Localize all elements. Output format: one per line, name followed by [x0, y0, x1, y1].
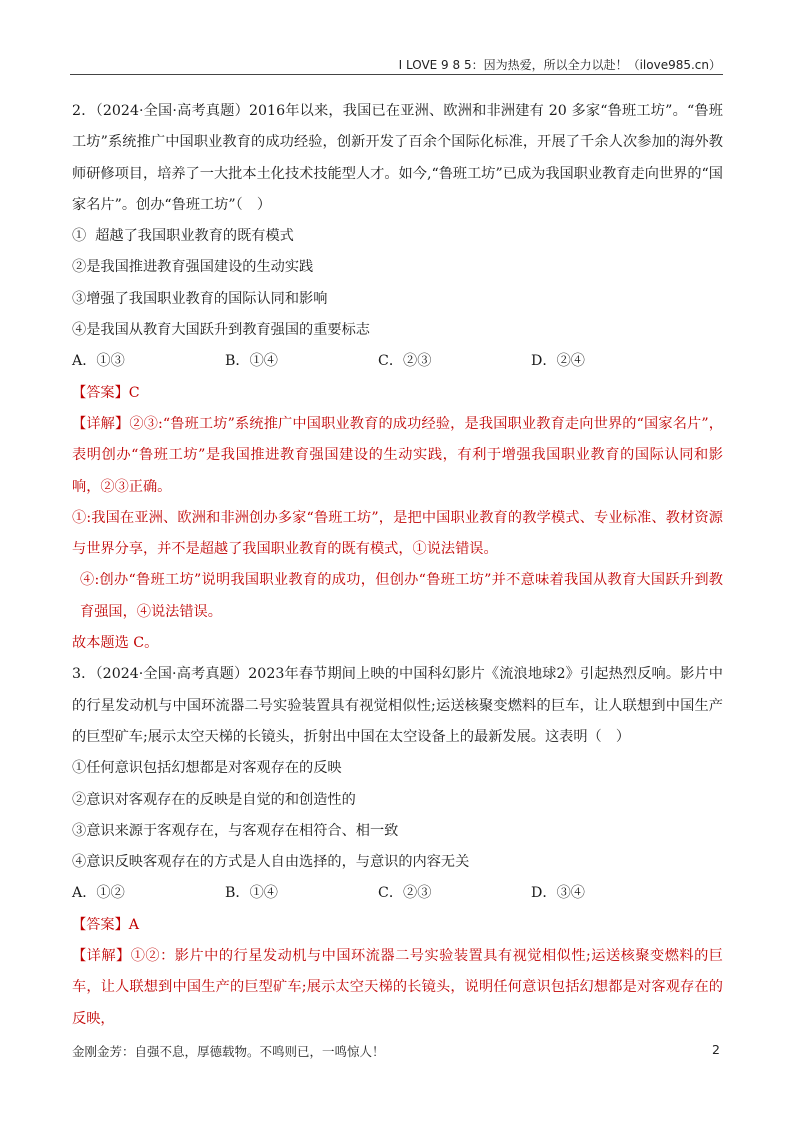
choice-c: C．②③ — [378, 885, 432, 902]
question-3-option-1: ①任何意识包括幻想都是对客观存在的反映 — [72, 760, 342, 777]
question-3-option-2: ②意识对客观存在的反映是自觉的和创造性的 — [72, 791, 356, 808]
question-3-answer: 【答案】A — [72, 916, 139, 933]
question-3-stem: 3．（2024·全国·高考真题）2023年春节期间上映的中国科幻影片《流浪地球2》引起热烈反响。影片中的行星发动机与中国环流器二号实验装置具有视觉相似性;运送核聚变燃料的巨车，让人联想到中国生产的巨型矿车;展示太空天梯的长镜头，折射出中国在太空设备上的最新发展。这表明（ ） — [72, 666, 723, 745]
choice-a: A．①③ — [72, 353, 125, 370]
question-2-answer: 【答案】C — [72, 384, 140, 401]
question-3-choices — [72, 878, 723, 909]
question-2-option-4: ④是我国从教育大国跃升到教育强国的重要标志 — [72, 322, 370, 339]
choice-b: B．①④ — [225, 885, 278, 902]
choice-c: C．②③ — [378, 353, 432, 370]
page-number: 2 — [712, 1042, 720, 1057]
page-header: I LOVE 9 8 5：因为热爱，所以全力以赴！（ilove985.cn） — [398, 58, 721, 72]
question-2-detail-1: 【详解】②③:“鲁班工坊”系统推广中国职业教育的成功经验，是我国职业教育走向世界的“国家名片”，表明创办“鲁班工坊”是我国推进教育强国建设的生动实践，有利于增强我国职业教育的国际认同和影响，②③正确。 — [72, 415, 723, 495]
document-body — [72, 96, 723, 1035]
question-2-detail-3: ④:创办“鲁班工坊”说明我国职业教育的成功，但创办“鲁班工坊”并不意味着我国从教育大国跃升到教育强国，④说法错误。 — [80, 572, 723, 620]
question-2-stem: 2．（2024·全国·高考真题）2016年以来，我国已在亚洲、欧洲和非洲建有 20 多家“鲁班工坊”。“鲁班工坊”系统推广中国职业教育的成功经验，创新开发了百余个国际化标准，开展了千余人次参加的海外教师研修项目，培养了一大批本土化技术技能型人才。如今,“鲁班工坊”已成为我国职业教育走向世界的“国家名片”。创办“鲁班工坊”（ ） — [72, 103, 723, 213]
footer-motto: 金刚金芳：自强不息，厚德载物。不鸣则已，一鸣惊人！ — [72, 1044, 385, 1059]
question-2-choices — [72, 346, 723, 377]
choice-b: B．①④ — [225, 353, 278, 370]
question-2-conclusion: 故本题选 C。 — [72, 635, 159, 652]
question-2-option-3: ③增强了我国职业教育的国际认同和影响 — [72, 290, 328, 307]
question-2-option-1: ① 超越了我国职业教育的既有模式 — [72, 228, 294, 245]
question-2-option-2: ②是我国推进教育强国建设的生动实践 — [72, 259, 314, 276]
question-2-detail-2: ①:我国在亚洲、欧洲和非洲创办多家“鲁班工坊”，是把中国职业教育的教学模式、专业标准、教材资源与世界分享，并不是超越了我国职业教育的既有模式，①说法错误。 — [72, 509, 723, 558]
choice-d: D．②④ — [531, 353, 585, 370]
question-3-option-3: ③意识来源于客观存在，与客观存在相符合、相一致 — [72, 822, 399, 839]
choice-a: A．①② — [72, 885, 125, 902]
question-3-option-4: ④意识反映客观存在的方式是人自由选择的，与意识的内容无关 — [72, 854, 470, 871]
header-divider — [70, 74, 723, 75]
choice-d: D．③④ — [531, 885, 585, 902]
question-3-detail-1: 【详解】①②：影片中的行星发动机与中国环流器二号实验装置具有视觉相似性;运送核聚变燃料的巨车，让人联想到中国生产的巨型矿车;展示太空天梯的长镜头，说明任何意识包括幻想都是对客观存在的反映， — [72, 948, 723, 1027]
